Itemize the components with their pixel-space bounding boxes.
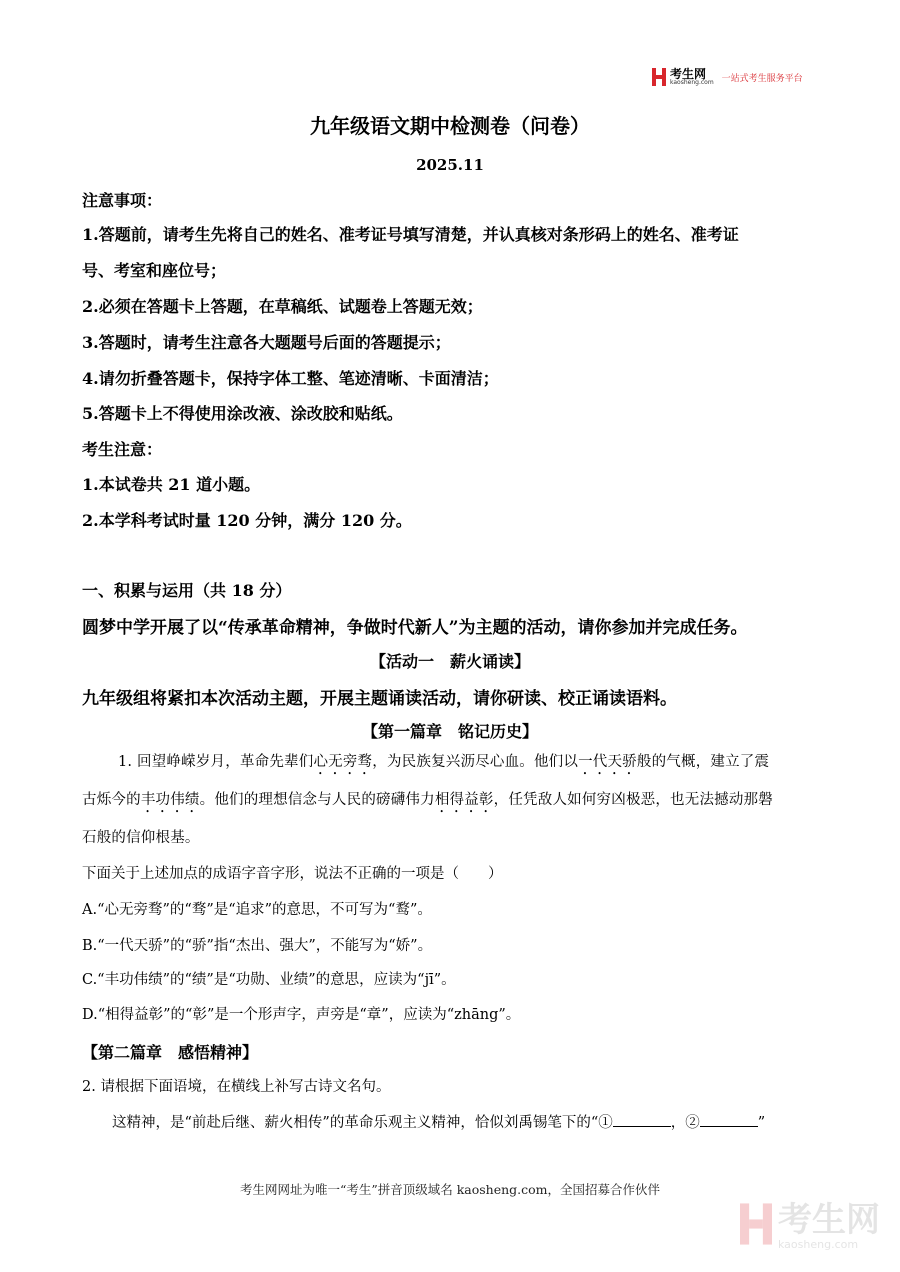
activity-1-title: 【活动一 薪火诵读】	[369, 652, 530, 671]
q2-context-separator: ，②	[670, 1115, 700, 1131]
chapter-1-title: 【第一篇章 铭记历史】	[361, 722, 538, 741]
q1-dotted-idiom-1: 心无旁骛	[313, 754, 373, 770]
notice-item-2: 2.必须在答题卡上答题，在草稿纸、试题卷上答题无效；	[82, 297, 483, 316]
chapter-2-title: 【第二篇章 感悟精神】	[82, 1043, 259, 1062]
exam-date: 2025.11	[416, 156, 484, 174]
q1-text: 1. 回望峥嵘岁月，革命先辈们	[118, 754, 314, 770]
page-footer: 考生网网址为唯一“考生”拼音顶级域名 kaosheng.com，全国招募合作伙伴	[239, 1182, 661, 1197]
notice-item-3: 3.答题时，请考生注意各大题题号后面的答题提示；	[82, 333, 451, 352]
notice-item-1-line-1: 1.答题前，请考生先将自己的姓名、准考证号填写清楚，并认真核对条形码上的姓名、准考证	[82, 225, 739, 244]
q1-passage-line-3: 石般的信仰根基。	[82, 830, 200, 846]
section-1-heading: 一、积累与运用（共 18 分）	[82, 581, 292, 600]
activity-1-intro: 九年级组将紧扣本次活动主题，开展主题诵读活动，请你研读、校正诵读语料。	[82, 689, 677, 709]
notice-item-1-line-2: 号、考室和座位号；	[82, 261, 227, 280]
page-title: 九年级语文期中检测卷（问卷）	[310, 114, 590, 138]
q1-dotted-idiom-2: 一代天骄	[578, 754, 637, 770]
candidate-notice-heading: 考生注意：	[82, 440, 163, 459]
q2-context	[112, 1111, 765, 1132]
q2-stem: 2. 请根据下面语境，在横线上补写古诗文名句。	[82, 1079, 391, 1095]
q1-option-a: A.“心无旁骛”的“骛”是“追求”的意思，不可写为“鹜”。	[82, 902, 432, 918]
notice-item-5: 5.答题卡上不得使用涂改液、涂改胶和贴纸。	[82, 404, 403, 423]
brand-logo-icon	[652, 68, 666, 86]
q1-text: ，任凭敌人如何穷凶极恶，也无法撼动那磐	[493, 792, 773, 808]
q1-passage-line-2	[82, 788, 773, 816]
candidate-notice-item-2: 2.本学科考试时量 120 分钟，满分 120 分。	[82, 511, 412, 530]
candidate-notice-item-1: 1.本试卷共 21 道小题。	[82, 475, 261, 494]
q1-passage-line-1	[118, 750, 769, 778]
brand-domain: kaosheng.com	[670, 79, 714, 86]
q1-option-d: D.“相得益彰”的“彰”是一个形声字，声旁是“章”，应读为“zhāng”。	[82, 1007, 521, 1023]
q1-text: 古烁今的	[82, 792, 141, 808]
watermark-logo	[740, 1199, 880, 1251]
q1-text: ，为民族复兴沥尽心血。他们以	[372, 754, 579, 770]
notice-heading: 注意事项：	[82, 191, 163, 210]
q1-option-c: C.“丰功伟绩”的“绩”是“功勋、业绩”的意思，应读为“jī”。	[82, 972, 456, 988]
q2-context-end: ”	[757, 1115, 766, 1131]
brand-name: 考生网	[670, 67, 707, 81]
q1-dotted-idiom-4: 相得益彰	[434, 792, 494, 808]
brand-slogan: 一站式考生服务平台	[721, 73, 803, 84]
q2-context-text: 这精神，是“前赴后继、薪火相传”的革命乐观主义精神，恰似刘禹锡笔下的“①	[112, 1115, 613, 1131]
notice-item-4: 4.请勿折叠答题卡，保持字体工整、笔迹清晰、卡面清洁；	[82, 369, 499, 388]
watermark-brand-name: 考生网	[778, 1199, 880, 1240]
section-1-intro: 圆梦中学开展了以“传承革命精神，争做时代新人”为主题的活动，请你参加并完成任务。	[82, 618, 748, 638]
q2-answer-blank-1[interactable]	[613, 1112, 671, 1127]
q1-dotted-idiom-3: 丰功伟绩	[140, 792, 200, 808]
watermark-logo-icon	[740, 1202, 772, 1250]
q1-option-b: B.“一代天骄”的“骄”指“杰出、强大”，不能写为“娇”。	[82, 938, 433, 954]
q1-stem: 下面关于上述加点的成语字音字形，说法不正确的一项是（ ）	[82, 866, 503, 882]
watermark-brand-domain: kaosheng.com	[778, 1237, 859, 1251]
q1-text: 。他们的理想信念与人民的磅礴伟力	[199, 792, 435, 808]
q2-answer-blank-2[interactable]	[700, 1112, 758, 1127]
q1-text: 般的气概，建立了震	[636, 754, 770, 770]
brand-logo	[652, 68, 803, 86]
